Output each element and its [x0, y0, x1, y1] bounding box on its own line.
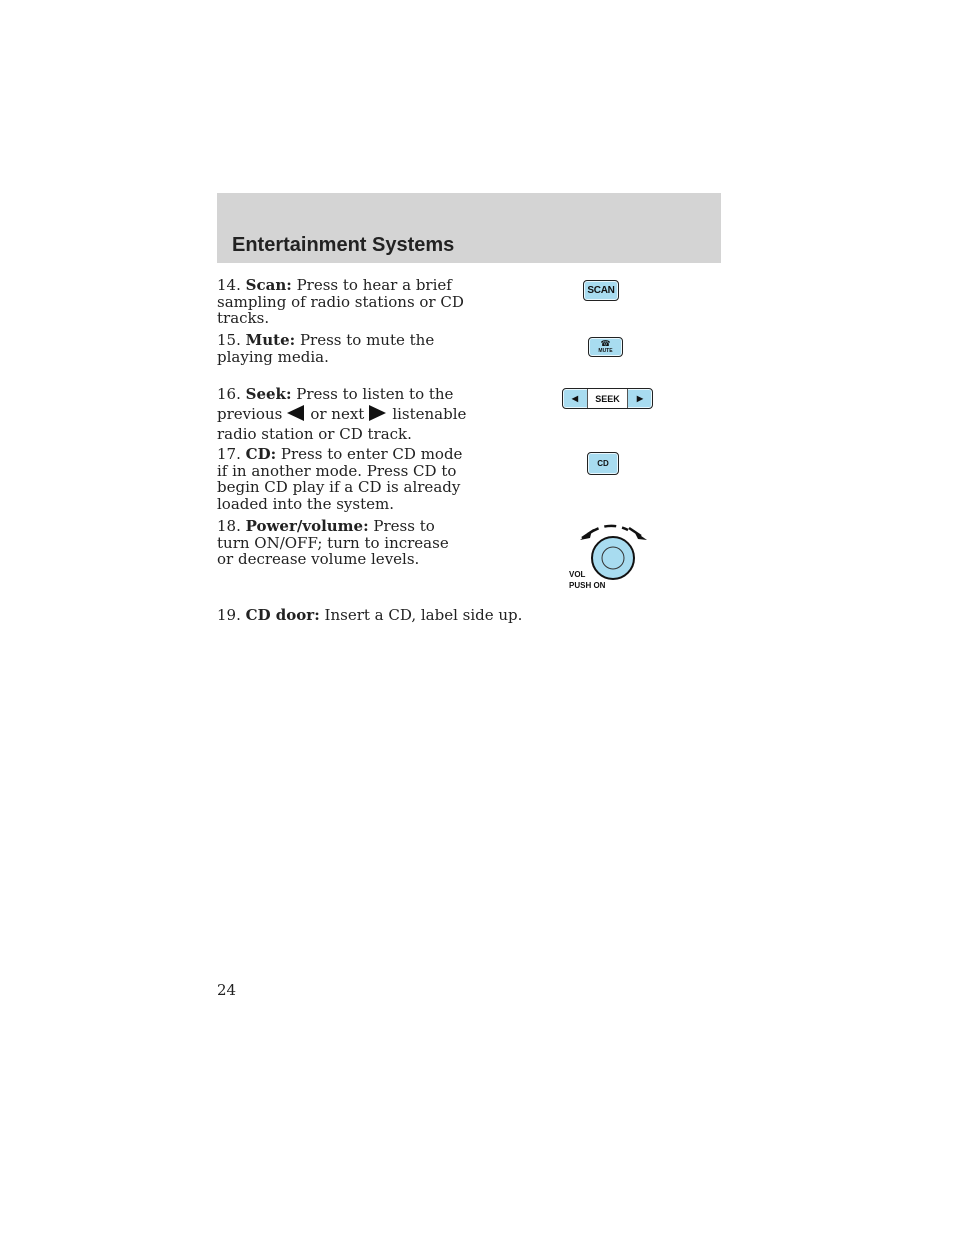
seek-left-icon: ◀: [571, 394, 579, 403]
push-on-label: PUSH ON: [569, 581, 606, 590]
scan-button-illustration: [583, 280, 619, 301]
item-cd: [217, 446, 469, 512]
previous-icon: [287, 405, 304, 421]
cd-button-label: CD: [597, 459, 609, 468]
item-text: Press to listen to the previous: [217, 385, 454, 423]
item-text: Press to mute the playing media.: [217, 331, 435, 366]
item-text: or next: [310, 405, 365, 423]
seek-button-illustration: [562, 388, 653, 409]
item-text: Press to turn ON/OFF; turn to increase or decrease volume levels.: [217, 517, 449, 568]
item-power-volume: [217, 518, 462, 568]
item-label: Mute:: [245, 331, 296, 349]
mute-button-illustration: [588, 337, 623, 357]
item-cd-door: [217, 607, 537, 624]
volume-knob-illustration: [568, 518, 658, 596]
item-label: CD:: [245, 445, 277, 463]
item-scan: [217, 277, 482, 327]
page-number: 24: [217, 981, 237, 999]
item-label: Seek:: [245, 385, 292, 403]
item-text: listenable radio station or CD track.: [217, 405, 467, 443]
mute-button-label: MUTE: [598, 348, 613, 354]
vol-label: VOL: [569, 570, 586, 579]
item-number: 14.: [217, 276, 241, 294]
section-header: [217, 193, 721, 263]
item-mute: [217, 332, 482, 365]
item-number: 16.: [217, 385, 241, 403]
next-icon: [369, 405, 386, 421]
seek-button-label: SEEK: [587, 389, 628, 408]
item-seek: [217, 384, 467, 444]
item-number: 19.: [217, 606, 241, 624]
item-label: CD door:: [245, 606, 320, 624]
item-number: 18.: [217, 517, 241, 535]
cd-button-illustration: [587, 452, 619, 475]
item-label: Power/volume:: [245, 517, 369, 535]
item-label: Scan:: [245, 276, 292, 294]
item-text: Press to enter CD mode if in another mode. Press CD to begin CD play if a CD is already loaded into the system.: [217, 445, 463, 513]
item-text: Insert a CD, label side up.: [324, 606, 523, 624]
section-title: Entertainment Systems: [232, 234, 455, 256]
seek-right-icon: ▶: [636, 394, 644, 403]
scan-button-label: SCAN: [587, 285, 615, 296]
phone-icon: ☎: [600, 339, 611, 348]
item-number: 17.: [217, 445, 241, 463]
item-text: Press to hear a brief sampling of radio stations or CD tracks.: [217, 276, 464, 327]
item-number: 15.: [217, 331, 241, 349]
